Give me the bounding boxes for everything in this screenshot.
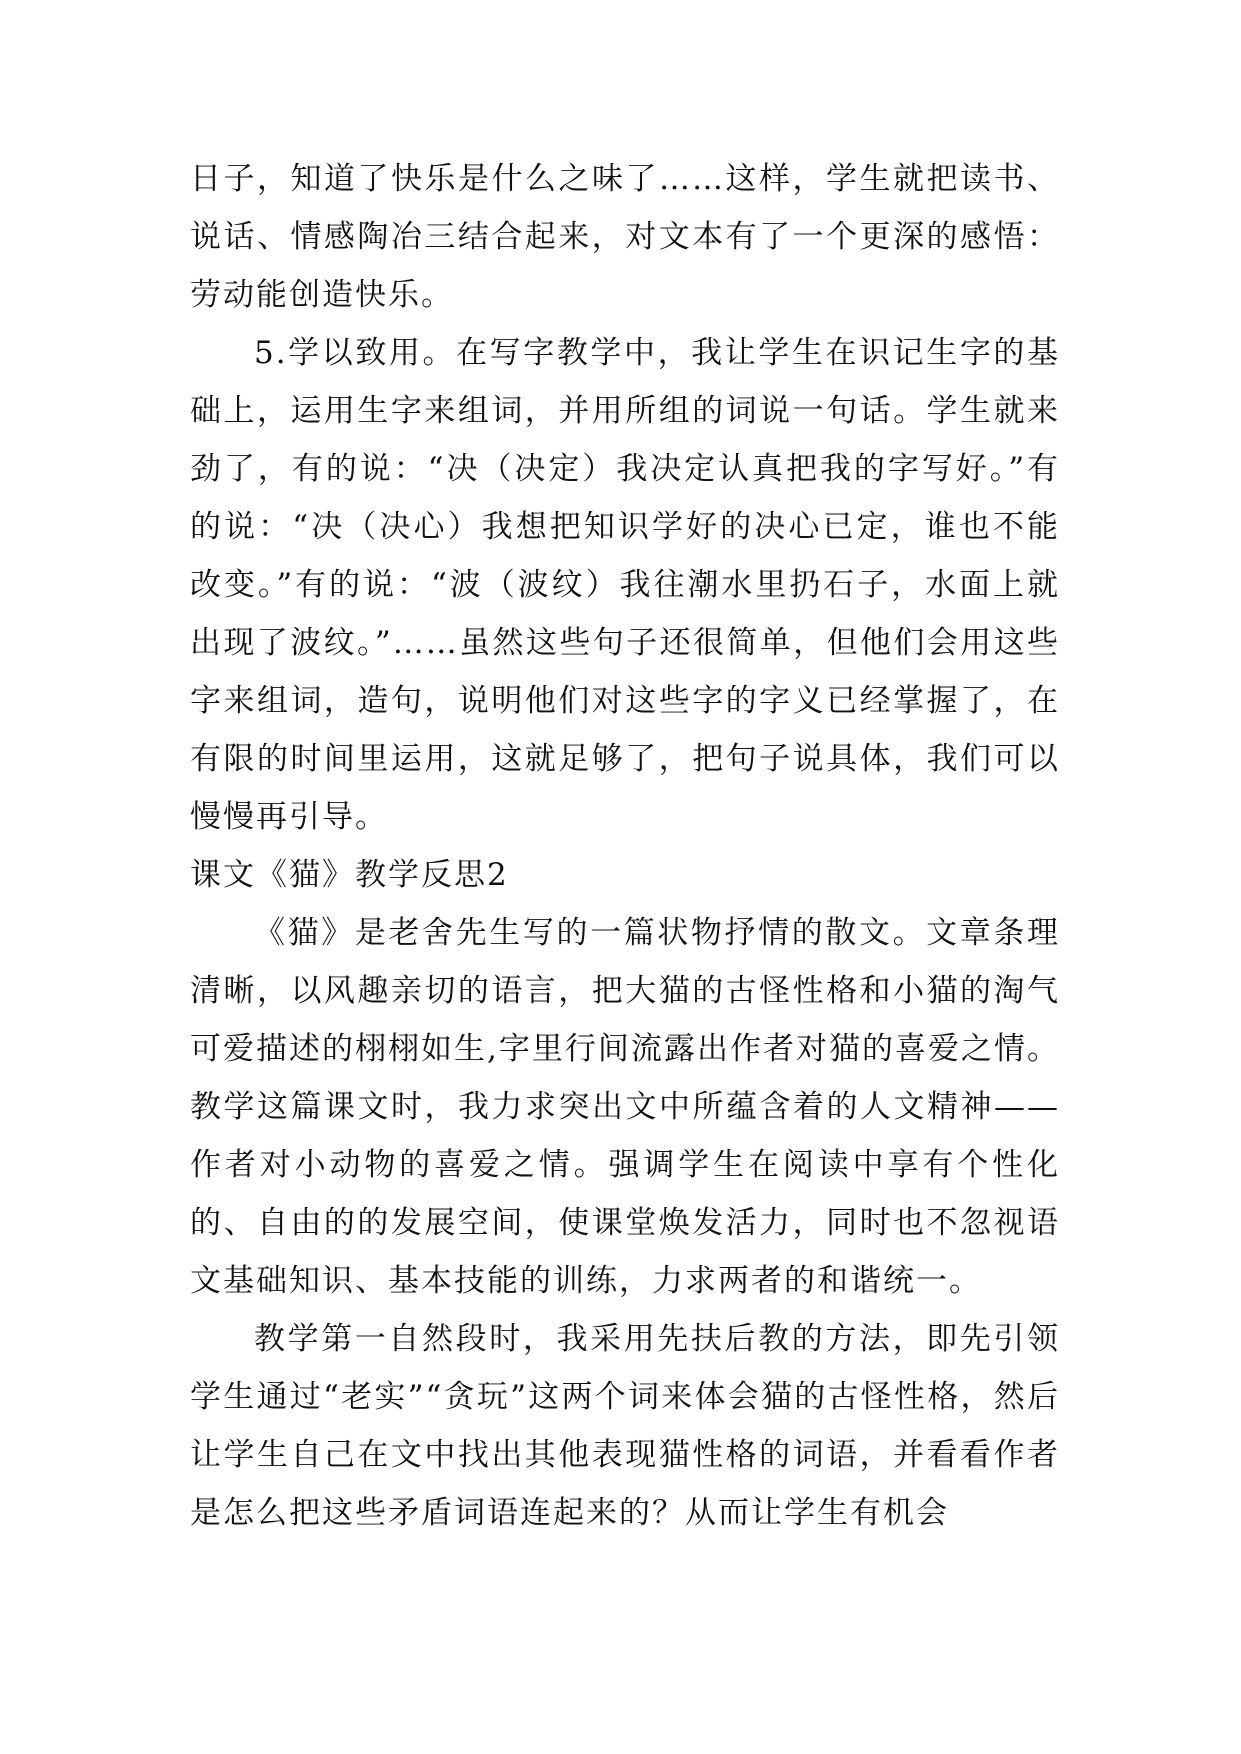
paragraph-point-5: 5.学以致用。在写字教学中，我让学生在识记生字的基础上，运用生字来组词，并用所组的词说一句话。学生就来劲了，有的说：“决（决定）我决定认真把我的字写好。”有的说：“决（决心）我想把知识学好的决心已定，谁也不能改变。”有的说：“波（波纹）我往潮水里扔石子，水面上就出现了波纹。”……虽然这些句子还很简单，但他们会用这些字来组词，造句，说明他们对这些字的字义已经掌握了，在有限的时间里运用，这就足够了，把句子说具体，我们可以慢慢再引导。 (190, 335, 1060, 835)
paragraph-continued: 日子，知道了快乐是什么之味了……这样，学生就把读书、说话、情感陶冶三结合起来，对文本有了一个更深的感悟：劳动能创造快乐。 (190, 161, 1060, 313)
paragraph-intro: 《猫》是老舍先生写的一篇状物抒情的散文。文章条理清晰，以风趣亲切的语言，把大猫的古怪性格和小猫的淘气可爱描述的栩栩如生,字里行间流露出作者对猫的喜爱之情。教学这篇课文时，我力求突出文中所蕴含着的人文精神——作者对小动物的喜爱之情。强调学生在阅读中享有个性化的、自由的的发展空间，使课堂焕发活力，同时也不忽视语文基础知识、基本技能的训练，力求两者的和谐统一。 (190, 915, 1060, 1299)
section-heading: 课文《猫》教学反思2 (190, 857, 509, 893)
paragraph-first-section: 教学第一自然段时，我采用先扶后教的方法，即先引领学生通过“老实”“贪玩”这两个词来体会猫的古怪性格，然后让学生自己在文中找出其他表现猫性格的词语，并看看作者是怎么把这些矛盾词语连起来的？从而让学生有机会 (190, 1321, 1060, 1531)
document-body (190, 150, 1060, 1542)
